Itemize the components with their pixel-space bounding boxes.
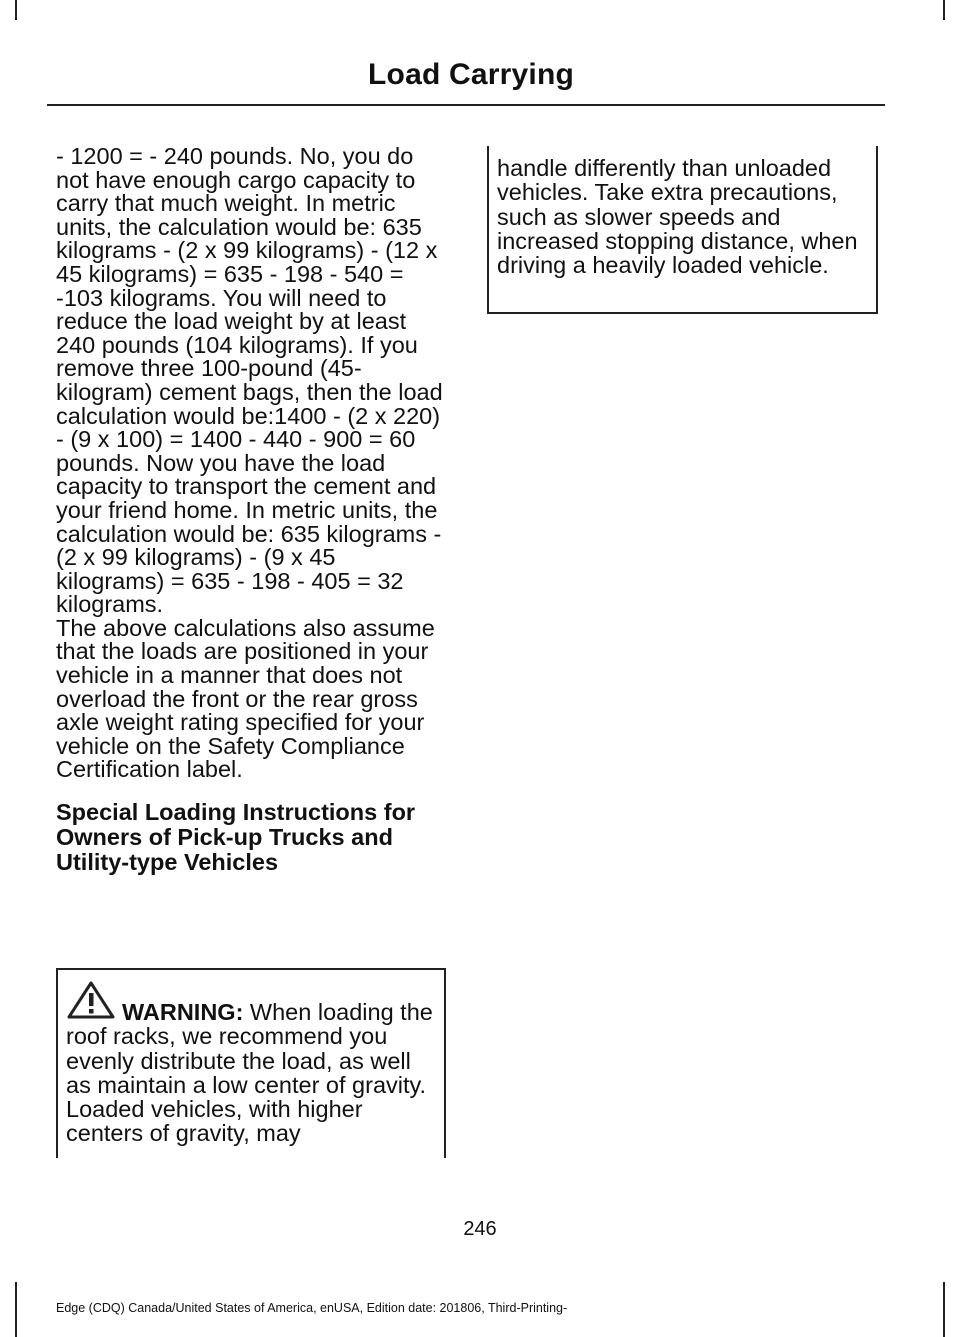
body-paragraph: - 1200 = - 240 pounds. No, you do not have enough cargo capacity to carry that much weight. In metric units, the calculation would be: 635 kilograms - (2 x 99 kilograms) - (12 x 45 kilograms) = 635 - 198 - 540 = -103 kilograms. You will need to reduce the load weight by at least 240 pounds (104 kilograms). If you remove three 100-pound (45-kilogram) cement bags, then the load calculation would be:1400 - (2 x 220) - (9 x 100) = 1400 - 440 - 900 = 60 pounds. Now you have the load capacity to transport the cement and your friend home. In metric units, the calculation would be: 635 kilograms - (2 x 99 kilograms) - (9 x 45 kilograms) = 635 - 198 - 405 = 32 kilograms. bbox=[56, 143, 443, 618]
warning-box-continued bbox=[487, 146, 878, 314]
page-title: Load Carrying bbox=[368, 58, 574, 91]
header-divider bbox=[47, 104, 885, 106]
crop-mark bbox=[943, 1282, 945, 1337]
warning-text-part-1: When loading the roof racks, we recommend you evenly distribute the load, as well as maintain a low center of gravity. Loaded vehicles, with higher centers of gravity, may bbox=[66, 999, 433, 1147]
crop-mark bbox=[943, 0, 945, 20]
edition-footer: Edge (CDQ) Canada/United States of America, enUSA, Edition date: 201806, Third-Printing- bbox=[56, 1301, 568, 1315]
crop-mark bbox=[15, 1282, 17, 1337]
body-paragraph: The above calculations also assume that the loads are positioned in your vehicle in a manner that does not overload the front or the rear gross axle weight rating specified for your vehicle on the Safety Compliance Certification label. bbox=[56, 614, 435, 783]
warning-text-part-2: handle differently than unloaded vehicles. Take extra precautions, such as slower speeds and increased stopping distance, when driving a heavily loaded vehicle. bbox=[497, 155, 858, 279]
left-column bbox=[56, 145, 450, 875]
page-number: 246 bbox=[463, 1218, 497, 1240]
warning-triangle-icon bbox=[66, 980, 116, 1020]
crop-mark bbox=[15, 0, 17, 20]
section-heading: Special Loading Instructions for Owners of Pick-up Trucks and Utility-type Vehicles bbox=[56, 799, 416, 876]
warning-box bbox=[56, 968, 446, 1158]
warning-text bbox=[66, 1000, 436, 1146]
warning-label: WARNING: bbox=[122, 999, 244, 1025]
